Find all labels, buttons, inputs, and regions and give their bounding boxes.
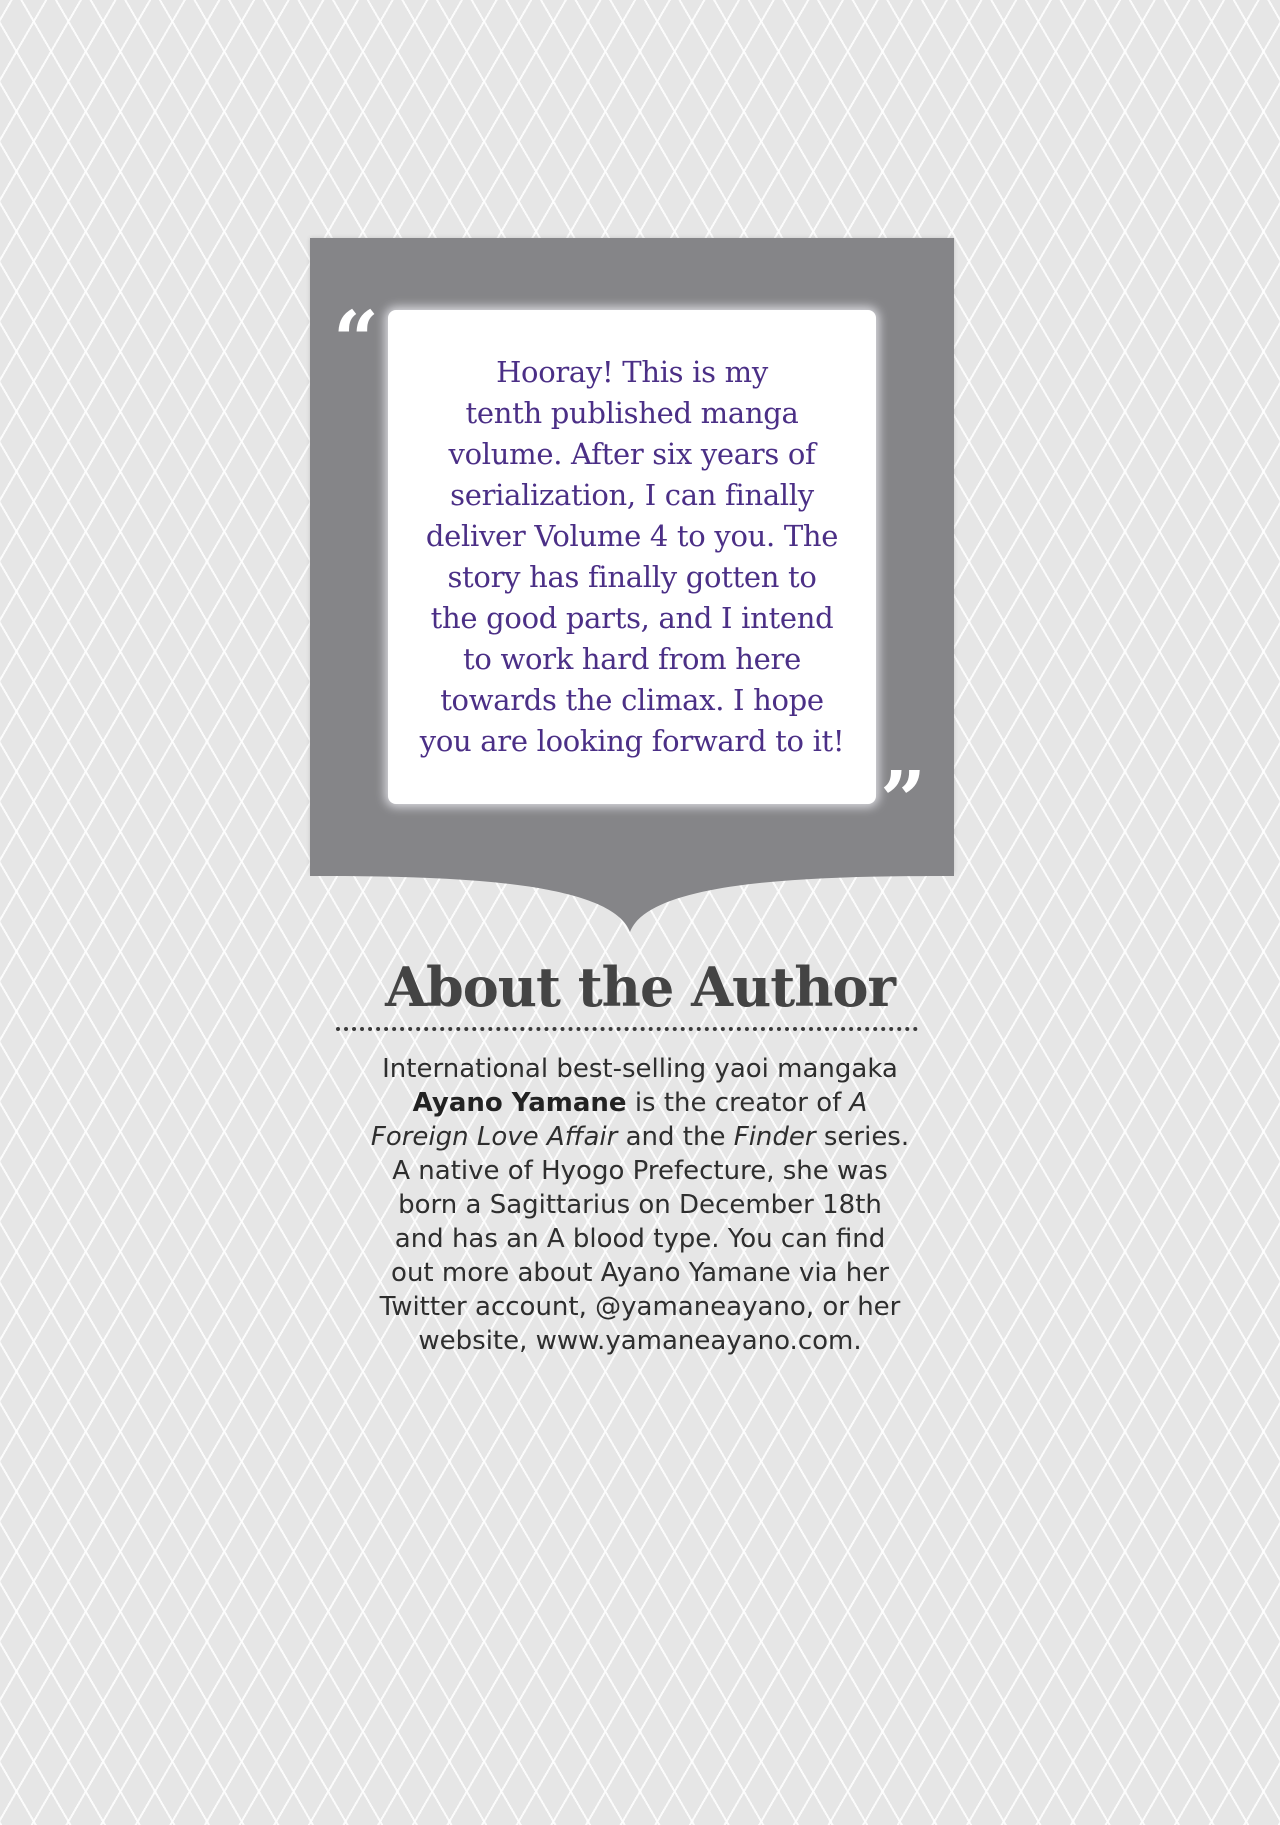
quote-line: volume. After six years of	[448, 437, 816, 471]
quote-line: serialization, I can finally	[450, 478, 814, 512]
bio-line: Ayano Yamane is the creator of A	[412, 1088, 868, 1118]
series-title: Finder	[733, 1122, 816, 1152]
bio-line: out more about Ayano Yamane via her	[391, 1258, 889, 1288]
quote-line: the good parts, and I intend	[430, 601, 834, 635]
quote-line: you are looking forward to it!	[419, 724, 845, 758]
work-title: Foreign Love Affair	[370, 1122, 618, 1152]
author-name: Ayano Yamane	[412, 1088, 627, 1118]
open-quote-icon: “	[333, 293, 380, 387]
bio-line: A native of Hyogo Prefecture, she was	[392, 1156, 888, 1186]
close-quote-icon: ”	[880, 753, 927, 847]
quote-bubble-tail	[310, 868, 954, 938]
about-author-heading: About the Author	[385, 955, 895, 1019]
quote-line: Hooray! This is my	[496, 355, 768, 389]
quote-line: to work hard from here	[463, 642, 801, 676]
bio-line: Foreign Love Affair and the Finder series.	[370, 1122, 910, 1152]
bio-line: Twitter account, @yamaneayano, or her	[379, 1292, 901, 1322]
bio-line: International best-selling yaoi mangaka	[382, 1054, 898, 1084]
quote-line: tenth published manga	[465, 396, 799, 430]
quote-line: towards the climax. I hope	[440, 683, 824, 717]
author-bio	[300, 1052, 980, 1358]
quote-line: story has finally gotten to	[447, 560, 817, 594]
bio-line: website, www.yamaneayano.com.	[418, 1326, 862, 1356]
work-title: A	[849, 1088, 868, 1118]
dotted-divider	[336, 1027, 918, 1031]
bio-line: born a Sagittarius on December 18th	[398, 1190, 882, 1220]
bio-line: and has an A blood type. You can find	[394, 1224, 886, 1254]
quote-box	[388, 310, 876, 804]
quote-line: deliver Volume 4 to you. The	[425, 519, 839, 553]
author-quote	[406, 352, 858, 762]
